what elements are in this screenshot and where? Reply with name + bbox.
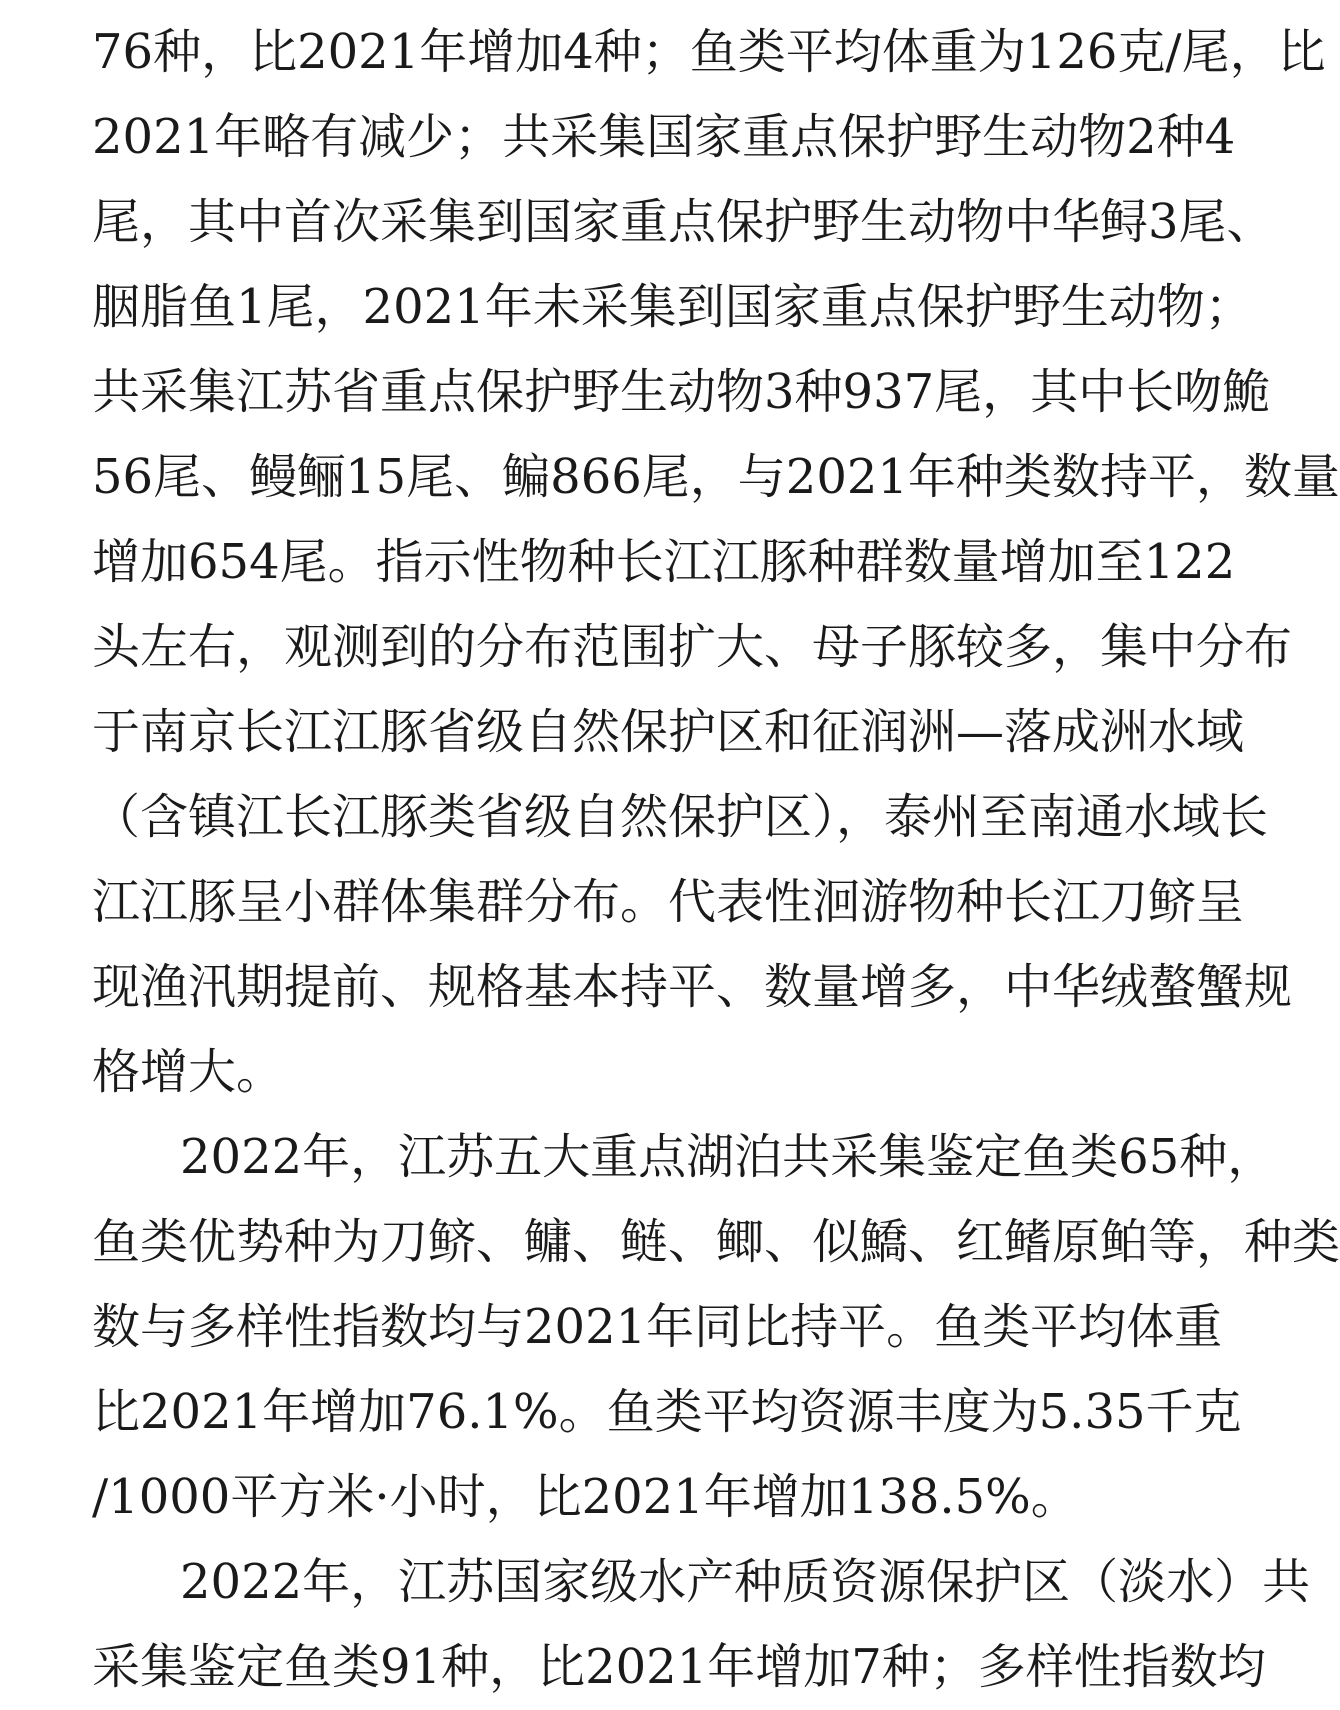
text-line-18: /1000平方米·小时，比2021年增加138.5%。 bbox=[92, 1469, 1079, 1525]
text-line-4: 胭脂鱼1尾，2021年未采集到国家重点保护野生动物； bbox=[92, 279, 1253, 335]
text-line-12: 现渔汛期提前、规格基本持平、数量增多，中华绒螯蟹规 bbox=[92, 959, 1293, 1015]
text-line-15: 鱼类优势种为刀鲚、鳙、鲢、鲫、似鱎、红鳍原鲌等，种类 bbox=[92, 1214, 1340, 1270]
text-line-14: 2022年，江苏五大重点湖泊共采集鉴定鱼类65种， bbox=[180, 1129, 1276, 1185]
text-line-5: 共采集江苏省重点保护野生动物3种937尾，其中长吻鮠 bbox=[92, 364, 1271, 420]
text-line-20: 采集鉴定鱼类91种，比2021年增加7种；多样性指数均 bbox=[92, 1639, 1266, 1695]
text-line-16: 数与多样性指数均与2021年同比持平。鱼类平均体重 bbox=[92, 1299, 1223, 1355]
text-line-10: （含镇江长江豚类省级自然保护区），泰州至南通水域长 bbox=[92, 789, 1269, 845]
text-line-7: 增加654尾。指示性物种长江江豚种群数量增加至122 bbox=[92, 534, 1236, 590]
text-line-8: 头左右，观测到的分布范围扩大、母子豚较多，集中分布 bbox=[92, 619, 1293, 675]
text-line-3: 尾，其中首次采集到国家重点保护野生动物中华鲟3尾、 bbox=[92, 194, 1275, 250]
text-line-19: 2022年，江苏国家级水产种质资源保护区（淡水）共 bbox=[180, 1554, 1311, 1610]
text-line-17: 比2021年增加76.1%。鱼类平均资源丰度为5.35千克 bbox=[92, 1384, 1242, 1440]
text-line-6: 56尾、鳗鲡15尾、鳊866尾，与2021年种类数持平，数量 bbox=[92, 449, 1340, 505]
text-line-13: 格增大。 bbox=[92, 1044, 285, 1100]
text-line-9: 于南京长江江豚省级自然保护区和征润洲—落成洲水域 bbox=[92, 704, 1245, 760]
text-line-1: 76种，比2021年增加4种；鱼类平均体重为126克/尾，比 bbox=[92, 24, 1326, 80]
text-line-11: 江江豚呈小群体集群分布。代表性洄游物种长江刀鲚呈 bbox=[92, 874, 1245, 930]
text-line-2: 2021年略有减少；共采集国家重点保护野生动物2种4 bbox=[92, 109, 1236, 165]
